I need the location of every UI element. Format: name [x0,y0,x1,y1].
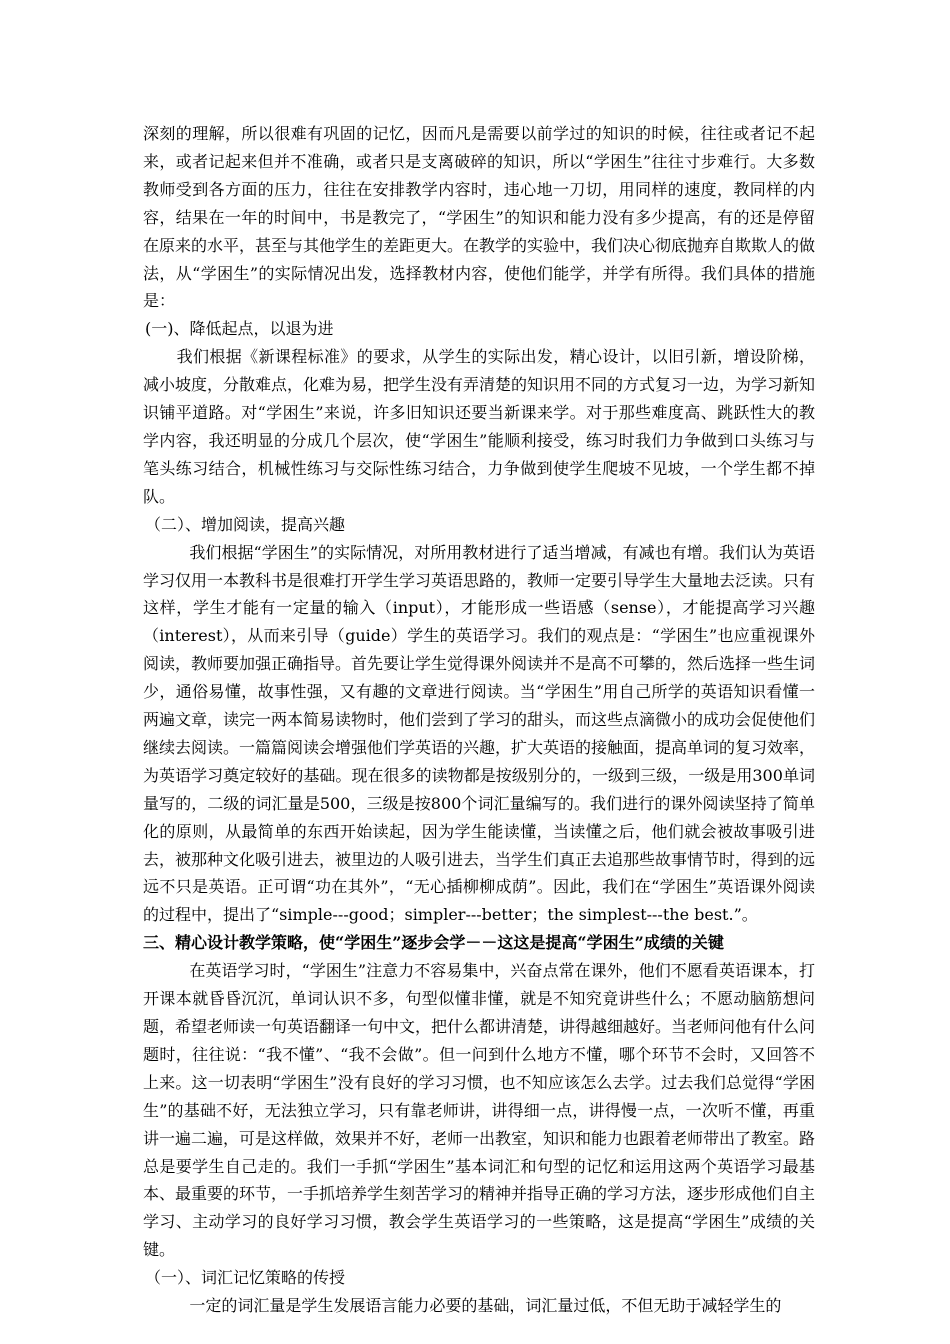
document-page [143,120,815,1320]
body-paragraph: 我们根据《新课程标准》的要求，从学生的实际出发，精心设计，以旧引新，增设阶梯，减小坡度，分散难点，化难为易，把学生没有弄清楚的知识用不同的方式复习一边，为学习新知识铺平道路。对“学困生”来说，许多旧知识还要当新课来学。对于那些难度高、跳跃性大的教学内容，我还明显的分成几个层次，使“学困生”能顺利接受，练习时我们力争做到口头练习与笔头练习结合，机械性练习与交际性练习结合，力争做到使学生爬坡不见坡，一个学生都不掉队。 [143,347,816,506]
subsection-heading: （一）、词汇记忆策略的传授 [145,1268,346,1288]
body-paragraph: 在英语学习时，“学困生”注意力不容易集中，兴奋点常在课外，他们不愿看英语课本，打开课本就昏昏沉沉，单词认识不多，句型似懂非懂，就是不知究竟讲些什么；不愿动脑筋想问题，希望老师读一句英语翻译一句中文，把什么都讲清楚，讲得越细越好。当老师问他有什么问题时，往往说：“我不懂”、“我不会做”。但一问到什么地方不懂，哪个环节不会时，又回答不上来。这一切表明“学困生”没有良好的学习习惯，也不知应该怎么去学。过去我们总觉得“学困生”的基础不好，无法独立学习，只有靠老师讲，讲得细一点，讲得慢一点，一次听不懂，再重讲一遍二遍，可是这样做，效果并不好，老师一出教室，知识和能力也跟着老师带出了教室。路总是要学生自己走的。我们一手抓“学困生”基本词汇和句型的记忆和运用这两个英语学习最基本、最重要的环节，一手抓培养学生刻苦学习的精神并指导正确的学习方法，逐步形成他们自主学习、主动学习的良好学习习惯，教会学生英语学习的一些策略，这是提高“学困生”成绩的关键。 [143,961,816,1260]
body-paragraph: 深刻的理解，所以很难有巩固的记忆，因而凡是需要以前学过的知识的时候，往往或者记不起来，或者记起来但并不准确，或者只是支离破碎的知识，所以“学困生”往往寸步难行。大多数教师受到各方面的压力，往往在安排教学内容时，违心地一刀切，用同样的速度，教同样的内容，结果在一年的时间中，书是教完了，“学困生”的知识和能力没有多少提高，有的还是停留在原来的水平，甚至与其他学生的差距更大。在教学的实验中，我们决心彻底抛弃自欺欺人的做法，从“学困生”的实际情况出发，选择教材内容，使他们能学，并学有所得。我们具体的措施是： [143,124,816,311]
body-paragraph: 我们根据“学困生”的实际情况，对所用教材进行了适当增减，有减也有增。我们认为英语学习仅用一本教科书是很难打开学生学习英语思路的，教师一定要引导学生大量地去泛读。只有这样，学生才能有一定量的输入（input），才能形成一些语感（sense），才能提高学习兴趣（interest），从而来引导（guide）学生的英语学习。我们的观点是：“学困生”也应重视课外阅读，教师要加强正确指导。首先要让学生觉得课外阅读并不是高不可攀的，然后选择一些生词少，通俗易懂，故事性强，又有趣的文章进行阅读。当“学困生”用自己所学的英语知识看懂一两遍文章，读完一两本简易读物时，他们尝到了学习的甜头，而这些点滴微小的成功会促使他们继续去阅读。一篇篇阅读会增强他们学英语的兴趣，扩大英语的接触面，提高单词的复习效率，为英语学习奠定较好的基础。现在很多的读物都是按级别分的，一级到三级，一级是用300单词量写的，二级的词汇量是500，三级是按800个词汇量编写的。我们进行的课外阅读坚持了简单化的原则，从最简单的东西开始读起，因为学生能读懂，当读懂之后，他们就会被故事吸引进去，被那种文化吸引进去，被里边的人吸引进去，当学生们真正去追那些故事情节时，得到的远远不只是英语。正可谓“功在其外”，“无心插柳柳成荫”。因此，我们在“学困生”英语课外阅读的过程中，提出了“simple---good；simpler---better；the simplest---the best.”。 [143,542,816,925]
subsection-heading: （二）、增加阅读，提高兴趣 [145,514,346,534]
subsection-heading: (一)、降低起点，以退为进 [145,319,334,339]
section-heading: 三、精心设计教学策略，使“学困生”逐步会学－－这这是提高“学困生”成绩的关键 [143,933,724,953]
body-paragraph: 一定的词汇量是学生发展语言能力必要的基础，词汇量过低，不但无助于减轻学生的 [189,1296,782,1316]
